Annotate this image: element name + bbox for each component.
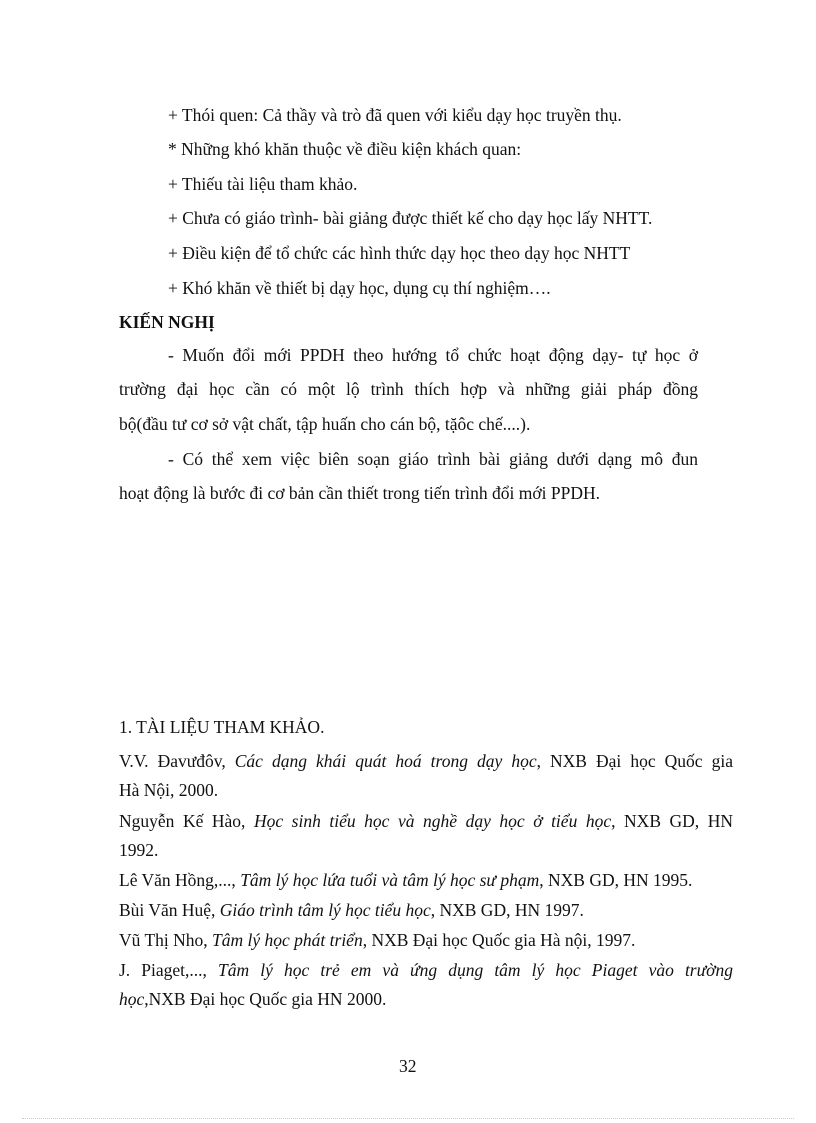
footer-divider bbox=[22, 1118, 794, 1119]
recommendations-heading: KIẾN NGHỊ bbox=[119, 312, 215, 332]
reference-title: Tâm lý học trẻ em và ứng dụng tâm lý học Piaget vào trường bbox=[218, 960, 734, 980]
reference-entry-continued: Hà Nội, 2000. bbox=[119, 780, 219, 800]
reference-entry-continued: 1992. bbox=[119, 840, 159, 860]
reference-title: học bbox=[119, 989, 145, 1009]
recommendation-text: trường đại học cần có một lộ trình thích hợp và những giải pháp đồng bbox=[119, 379, 698, 399]
reference-entry: Vũ Thị Nho, Tâm lý học phát triển, NXB Đại học Quốc gia Hà nội, 1997. bbox=[119, 930, 636, 950]
reference-title: Các dạng khái quát hoá trong dạy học bbox=[234, 751, 537, 771]
recommendation-text: hoạt động là bước đi cơ bản cần thiết trong tiến trình đổi mới PPDH. bbox=[119, 483, 600, 503]
difficulty-item: + Khó khăn về thiết bị dạy học, dụng cụ thí nghiệm…. bbox=[168, 278, 551, 298]
difficulty-item: + Điều kiện để tổ chức các hình thức dạy học theo dạy học NHTT bbox=[168, 243, 631, 263]
reference-title: Học sinh tiểu học và nghề dạy học ở tiểu học bbox=[253, 811, 612, 831]
difficulty-item: + Thiếu tài liệu tham khảo. bbox=[168, 174, 358, 194]
recommendation-text: bộ(đầu tư cơ sở vật chất, tập huấn cho cán bộ, tặôc chế....). bbox=[119, 414, 531, 434]
objective-difficulties-heading: * Những khó khăn thuộc về điều kiện khách quan: bbox=[168, 139, 522, 159]
references-heading: 1. TÀI LIỆU THAM KHẢO. bbox=[119, 717, 325, 737]
reference-title: Tâm lý học lứa tuổi và tâm lý học sư phạm bbox=[240, 870, 540, 890]
difficulty-item: + Chưa có giáo trình- bài giảng được thiết kế cho dạy học lấy NHTT. bbox=[168, 208, 653, 228]
reference-title: Giáo trình tâm lý học tiểu học bbox=[219, 900, 431, 920]
reference-entry: V.V. Đavưđôv, Các dạng khái quát hoá trong dạy học, NXB Đại học Quốc gia bbox=[119, 751, 733, 771]
reference-entry: Lê Văn Hồng,..., Tâm lý học lứa tuổi và tâm lý học sư phạm, NXB GD, HN 1995. bbox=[119, 870, 693, 890]
habit-line: + Thói quen: Cả thầy và trò đã quen với kiểu dạy học truyền thụ. bbox=[168, 105, 622, 125]
recommendation-text: - Có thể xem việc biên soạn giáo trình bài giảng dưới dạng mô đun bbox=[168, 449, 698, 469]
reference-title: Tâm lý học phát triển bbox=[212, 930, 363, 950]
reference-entry-continued: học,NXB Đại học Quốc gia HN 2000. bbox=[119, 989, 387, 1009]
recommendation-text: - Muốn đổi mới PPDH theo hướng tổ chức hoạt động dạy- tự học ở bbox=[168, 345, 698, 365]
reference-entry: Nguyễn Kế Hào, Học sinh tiểu học và nghề dạy học ở tiểu học, NXB GD, HN bbox=[119, 811, 733, 831]
reference-entry: J. Piaget,..., Tâm lý học trẻ em và ứng dụng tâm lý học Piaget vào trường bbox=[119, 960, 734, 980]
reference-entry: Bùi Văn Huệ, Giáo trình tâm lý học tiểu học, NXB GD, HN 1997. bbox=[119, 900, 584, 920]
page-number: 32 bbox=[399, 1056, 417, 1076]
